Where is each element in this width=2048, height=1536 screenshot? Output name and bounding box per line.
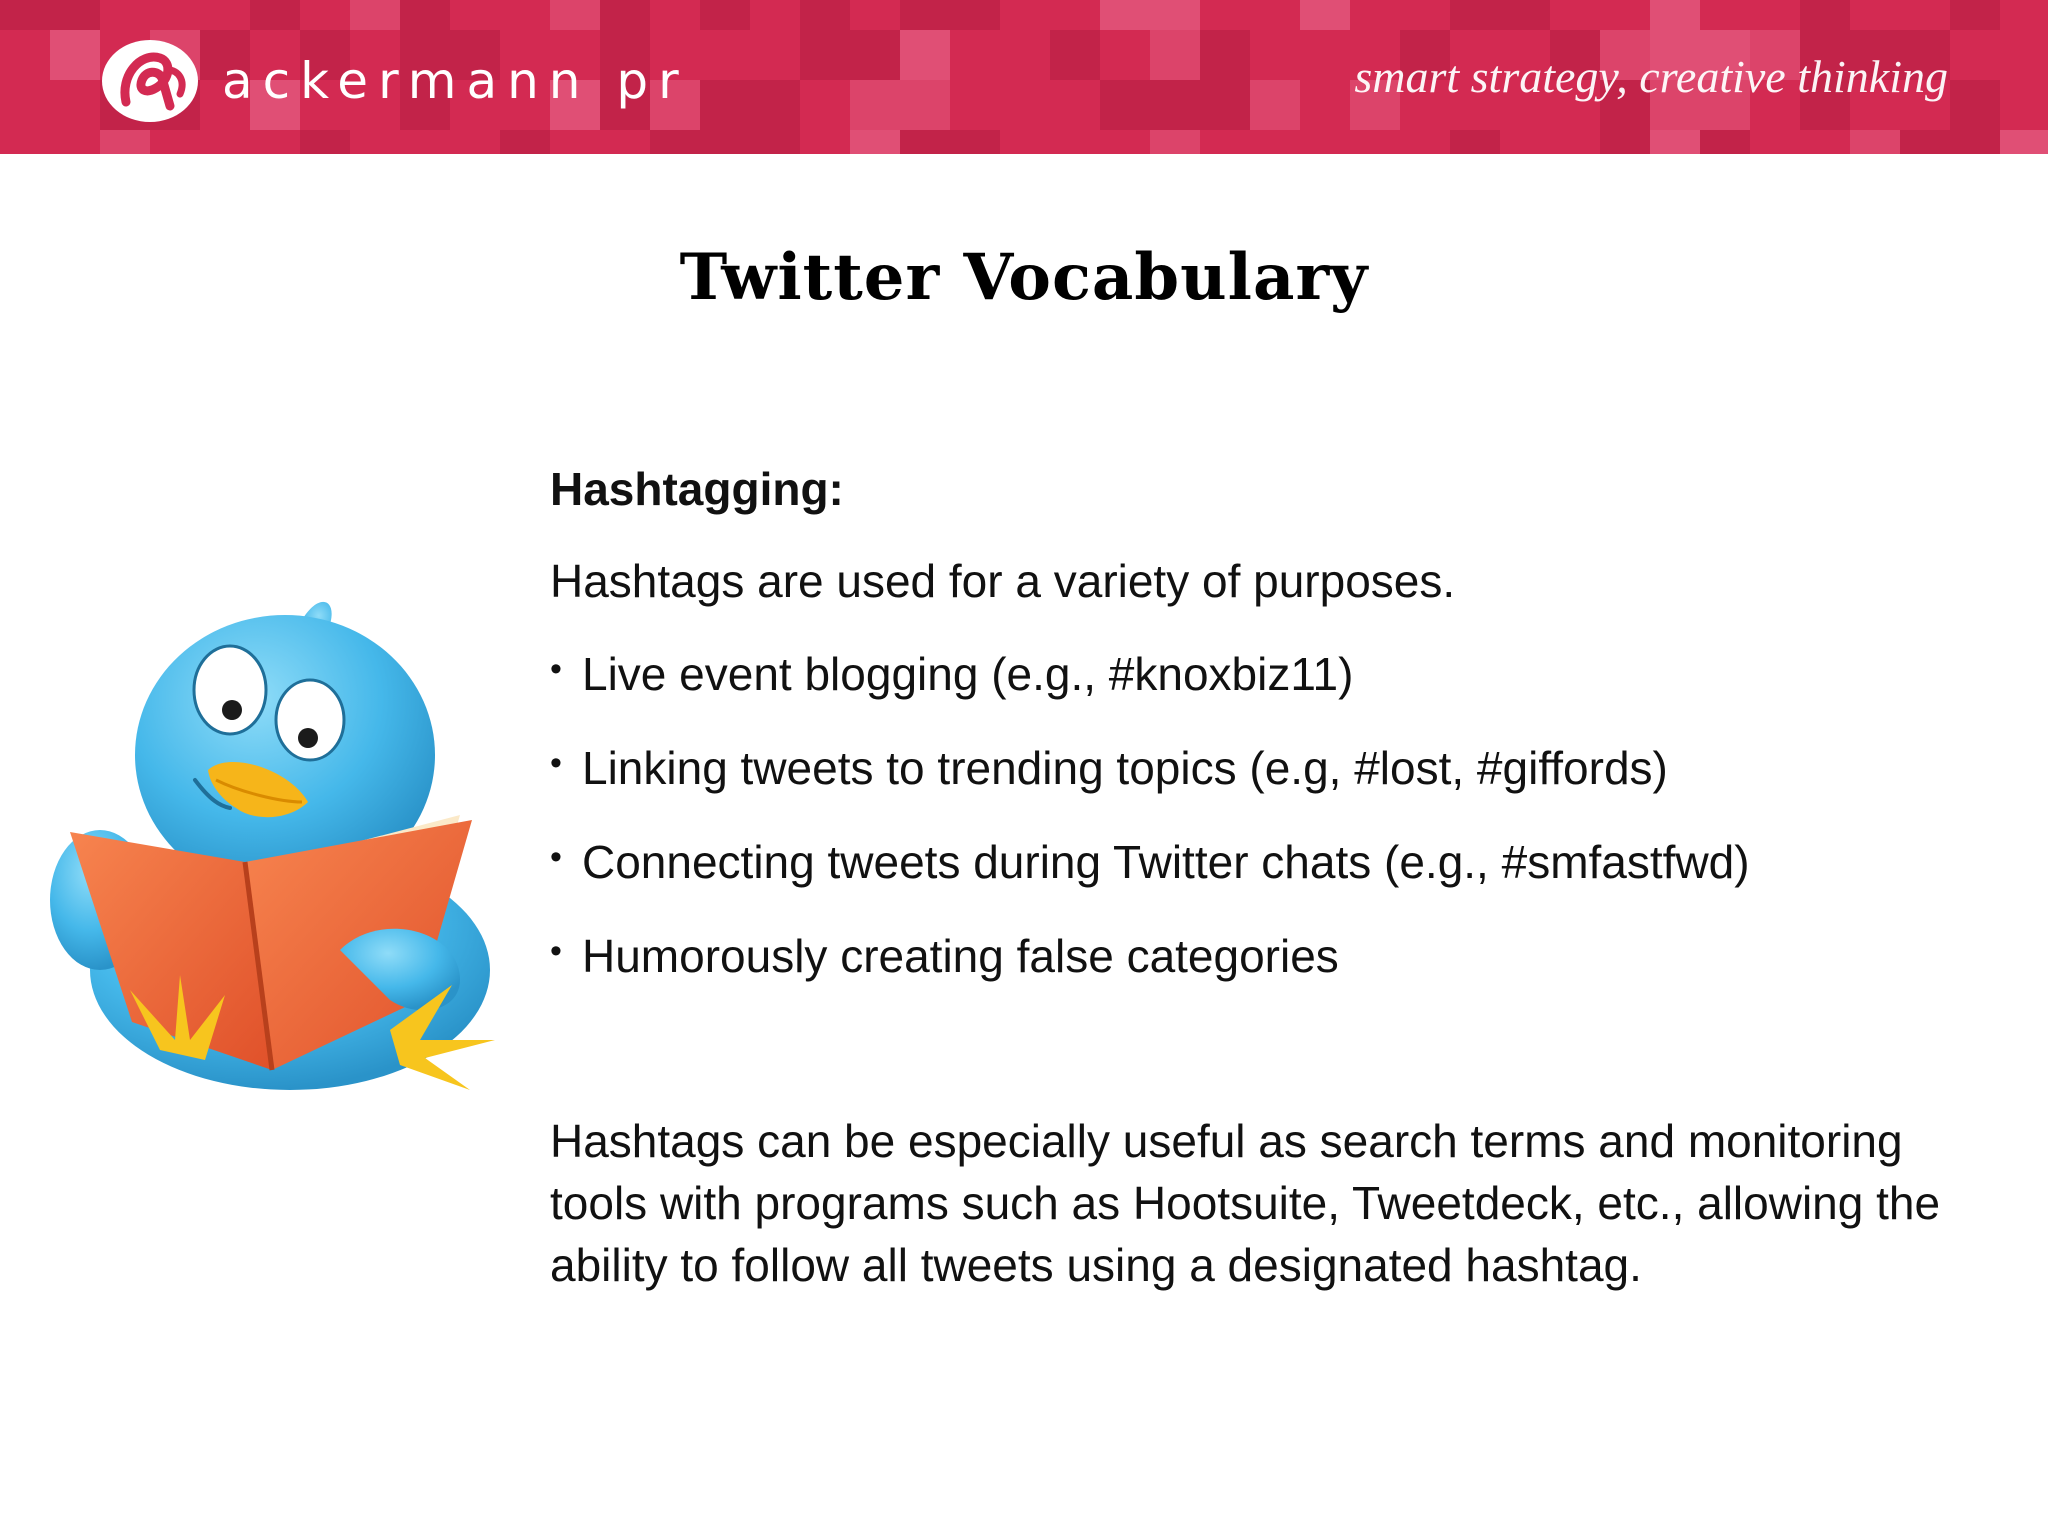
banner-tile (1650, 130, 1700, 154)
banner-tile (1250, 80, 1300, 130)
banner-tile (1100, 80, 1150, 130)
banner-tile (900, 0, 950, 30)
banner-tile (300, 130, 350, 154)
banner-tile (50, 0, 100, 30)
bullet-list (550, 640, 1990, 990)
banner-tile (850, 80, 900, 130)
banner-tile (1150, 80, 1200, 130)
banner-tile (0, 0, 50, 30)
banner-tile (1700, 130, 1750, 154)
intro-text: Hashtags are used for a variety of purposes. (550, 555, 1456, 607)
banner-tile (1100, 0, 1150, 30)
closing-paragraph: Hashtags can be especially useful as search terms and monitoring tools with programs such as Hootsuite, Tweetdeck, etc., allowing the ability to follow all tweets using a designated hashtag. (550, 1115, 1941, 1291)
banner-tile (800, 0, 850, 30)
banner-tile (1050, 30, 1100, 80)
banner-tile (600, 0, 650, 30)
banner-tile (1300, 0, 1350, 30)
bullet-dot-icon: • (550, 932, 562, 970)
banner-tile (1450, 130, 1500, 154)
brand-tagline: smart strategy, creative thinking (1354, 51, 1948, 102)
banner-tile (900, 130, 950, 154)
banner-tile (900, 80, 950, 130)
banner-tile (1950, 0, 2000, 30)
banner-tile (400, 0, 450, 30)
banner-tile (2000, 130, 2048, 154)
banner-tile (850, 30, 900, 80)
list-item (550, 922, 1990, 990)
banner-tile (1150, 130, 1200, 154)
banner-tile (1800, 0, 1850, 30)
banner-tile (700, 0, 750, 30)
banner-tile (1150, 0, 1200, 30)
banner-tile (1200, 30, 1250, 80)
section-heading: Hashtagging: (550, 463, 844, 515)
list-item (550, 828, 1990, 896)
header-banner (0, 0, 2048, 154)
banner-tile (500, 130, 550, 154)
bullet-dot-icon: • (550, 838, 562, 876)
banner-tile (900, 30, 950, 80)
bullet-text: Humorously creating false categories (582, 930, 1339, 982)
list-item (550, 640, 1990, 708)
bullet-text: Live event blogging (e.g., #knoxbiz11) (582, 648, 1354, 700)
list-item (550, 734, 1990, 802)
banner-tile (1450, 0, 1500, 30)
banner-tile (850, 130, 900, 154)
banner-tile (700, 130, 750, 154)
banner-tile (50, 30, 100, 80)
banner-tile (800, 30, 850, 80)
banner-tile (1500, 0, 1550, 30)
banner-tile (1600, 130, 1650, 154)
banner-tile (1850, 130, 1900, 154)
banner-tile (1950, 130, 2000, 154)
banner-tile (1950, 80, 2000, 130)
banner-tile (250, 0, 300, 30)
banner-tile (950, 0, 1000, 30)
slide-title: Twitter Vocabulary (679, 240, 1369, 315)
banner-tile (550, 0, 600, 30)
ackermann-logo-icon (98, 36, 202, 126)
bullet-text: Connecting tweets during Twitter chats (e.g., #smfastfwd) (582, 836, 1750, 888)
bullet-dot-icon: • (550, 650, 562, 688)
brand-name: ackermann pr (222, 52, 689, 110)
banner-tile (1200, 80, 1250, 130)
banner-tile (1900, 130, 1950, 154)
banner-tile (950, 130, 1000, 154)
banner-tile (100, 130, 150, 154)
twitter-bird-reading-book-icon (40, 570, 530, 1110)
banner-tile (700, 80, 750, 130)
banner-tile (750, 130, 800, 154)
bullet-dot-icon: • (550, 744, 562, 782)
slide-content (550, 455, 1990, 1016)
banner-tile (650, 130, 700, 154)
banner-tile (1150, 30, 1200, 80)
bullet-text: Linking tweets to trending topics (e.g, #lost, #giffords) (582, 742, 1668, 794)
banner-tile (1650, 0, 1700, 30)
banner-tile (350, 0, 400, 30)
banner-tile (750, 80, 800, 130)
